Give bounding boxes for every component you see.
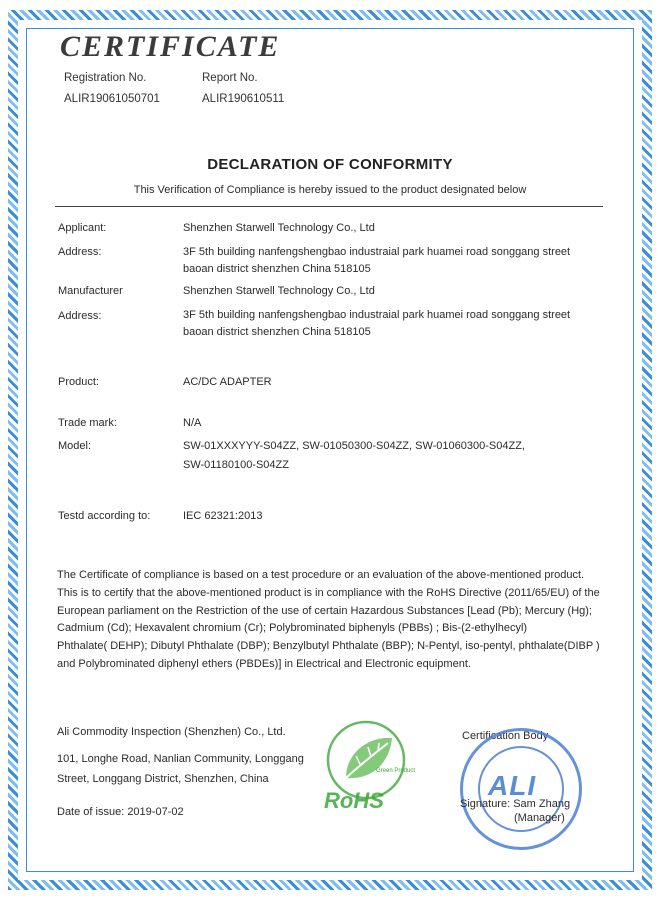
signature-line: Signature: Sam Zhang [460, 798, 571, 810]
issuer-name: Ali Commodity Inspection (Shenzhen) Co., Ltd. [57, 726, 286, 738]
statement-line: Phthalate( DEHP); Dibutyl Phthalate (DBP); Benzylbutyl Phthalate (BBP); N-Pentyl, iso-pentyl, phthalate(DIBP ) [57, 640, 600, 653]
applicant-label: Applicant: [58, 222, 107, 234]
rohs-text: RoHS [324, 788, 384, 813]
registration-label: Registration No. [64, 72, 147, 84]
certification-body-label: Certification Body [462, 730, 549, 742]
report-label: Report No. [202, 72, 258, 84]
statement-line: This is to certify that the above-mentioned product is in compliance with the RoHS Directive (2011/65/EU) of the [57, 586, 600, 599]
model-label: Model: [58, 440, 92, 452]
statement-line: The Certificate of compliance is based on a test procedure or an evaluation of the above-mentioned product. [57, 569, 585, 581]
compliance-statement [57, 567, 602, 674]
page-subheading: This Verification of Compliance is hereby issued to the product designated below [133, 184, 527, 196]
model-line1: SW-01XXXYYY-S04ZZ, SW-01050300-S04ZZ, SW-01060300-S04ZZ, [183, 440, 525, 452]
statement-line: Cadmium (Cd); Hexavalent chromium (Cr); Polybrominated biphenyls (PBBs) ; Bis-(2-ethylhecyl) [57, 622, 528, 635]
manufacturer-label: Manufacturer [58, 285, 123, 297]
seal-text: ALI [488, 770, 537, 801]
certificate-title: CERTIFICATE [60, 30, 281, 63]
trademark-value: N/A [183, 417, 202, 429]
registration-value: ALIR19061050701 [64, 93, 160, 105]
tested-label: Testd according to: [58, 510, 151, 522]
product-label: Product: [58, 376, 99, 388]
rohs-logo [316, 716, 416, 816]
signer-role: (Manager) [514, 812, 565, 824]
report-value: ALIR190610511 [202, 93, 285, 105]
page-heading: DECLARATION OF CONFORMITY [207, 156, 453, 173]
address1-line2: baoan district shenzhen China 518105 [183, 263, 371, 275]
tested-value: IEC 62321:2013 [183, 510, 263, 522]
issuer-address-line1: 101, Longhe Road, Nanlian Community, Longgang [57, 753, 304, 765]
address1-label: Address: [58, 246, 102, 258]
trademark-label: Trade mark: [58, 417, 117, 429]
manufacturer-value: Shenzhen Starwell Technology Co., Ltd [183, 285, 375, 297]
product-value: AC/DC ADAPTER [183, 376, 272, 388]
model-line2: SW-01180100-S04ZZ [183, 459, 289, 471]
rohs-small-text: Green Product [376, 768, 416, 774]
divider [55, 206, 603, 207]
issuer-address-line2: Street, Longgang District, Shenzhen, China [57, 773, 269, 785]
date-of-issue: Date of issue: 2019-07-02 [57, 806, 184, 818]
address2-line2: baoan district shenzhen China 518105 [183, 326, 371, 338]
statement-line: European parliament on the Restriction of the use of certain Hazardous Substances [Lead (Pb); Mercury (Hg); [57, 604, 592, 617]
address2-label: Address: [58, 310, 102, 322]
address1-line1: 3F 5th building nanfengshengbao industraial park huamei road songgang street [183, 246, 571, 258]
statement-line: and Polybrominated diphenyl ethers (PBDEs)] in Electrical and Electronic equipment. [57, 657, 471, 670]
address2-line1: 3F 5th building nanfengshengbao industraial park huamei road songgang street [183, 309, 571, 321]
applicant-value: Shenzhen Starwell Technology Co., Ltd [183, 222, 375, 234]
